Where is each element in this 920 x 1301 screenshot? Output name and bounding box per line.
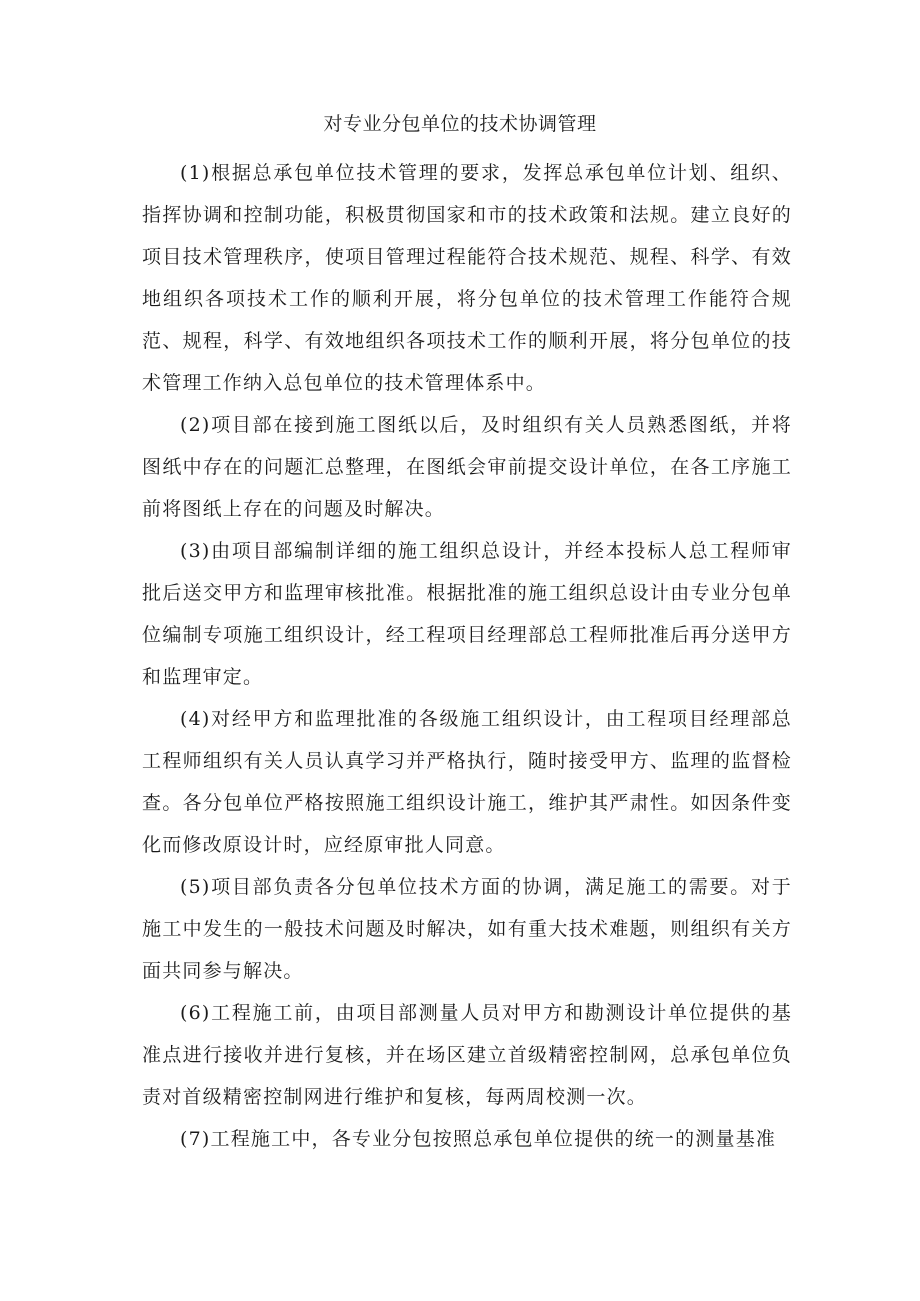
paragraph-5: (5)项目部负责各分包单位技术方面的协调，满足施工的需要。对于施工中发生的一般技术问题及时解决，如有重大技术难题，则组织有关方面共同参与解决。 xyxy=(142,876,792,982)
document-title: 对专业分包单位的技术协调管理 xyxy=(323,113,597,135)
paragraph-2: (2)项目部在接到施工图纸以后，及时组织有关人员熟悉图纸，并将图纸中存在的问题汇总整理，在图纸会审前提交设计单位，在各工序施工前将图纸上存在的问题及时解决。 xyxy=(142,414,792,520)
paragraph-1: (1)根据总承包单位技术管理的要求，发挥总承包单位计划、组织、指挥协调和控制功能，积极贯彻国家和市的技术政策和法规。建立良好的项目技术管理秩序，使项目管理过程能符合技术规范、规程、科学、有效地组织各项技术工作的顺利开展，将分包单位的技术管理工作能符合规范、规程，科学、有效地组织各项技术工作的顺利开展，将分包单位的技术管理工作纳入总包单位的技术管理体系中。 xyxy=(142,162,792,394)
document-body xyxy=(142,152,792,1160)
paragraph-3: (3)由项目部编制详细的施工组织总设计，并经本投标人总工程师审批后送交甲方和监理审核批准。根据批准的施工组织总设计由专业分包单位编制专项施工组织设计，经工程项目经理部总工程师批准后再分送甲方和监理审定。 xyxy=(142,540,792,688)
paragraph-6: (6)工程施工前，由项目部测量人员对甲方和勘测设计单位提供的基准点进行接收并进行复核，并在场区建立首级精密控制网，总承包单位负责对首级精密控制网进行维护和复核，每两周校测一次。 xyxy=(142,1002,792,1108)
paragraph-7: (7)工程施工中，各专业分包按照总承包单位提供的统一的测量基准 xyxy=(180,1128,777,1150)
paragraph-4: (4)对经甲方和监理批准的各级施工组织设计，由工程项目经理部总工程师组织有关人员认真学习并严格执行，随时接受甲方、监理的监督检查。各分包单位严格按照施工组织设计施工，维护其严肃性。如因条件变化而修改原设计时，应经原审批人同意。 xyxy=(142,708,792,856)
